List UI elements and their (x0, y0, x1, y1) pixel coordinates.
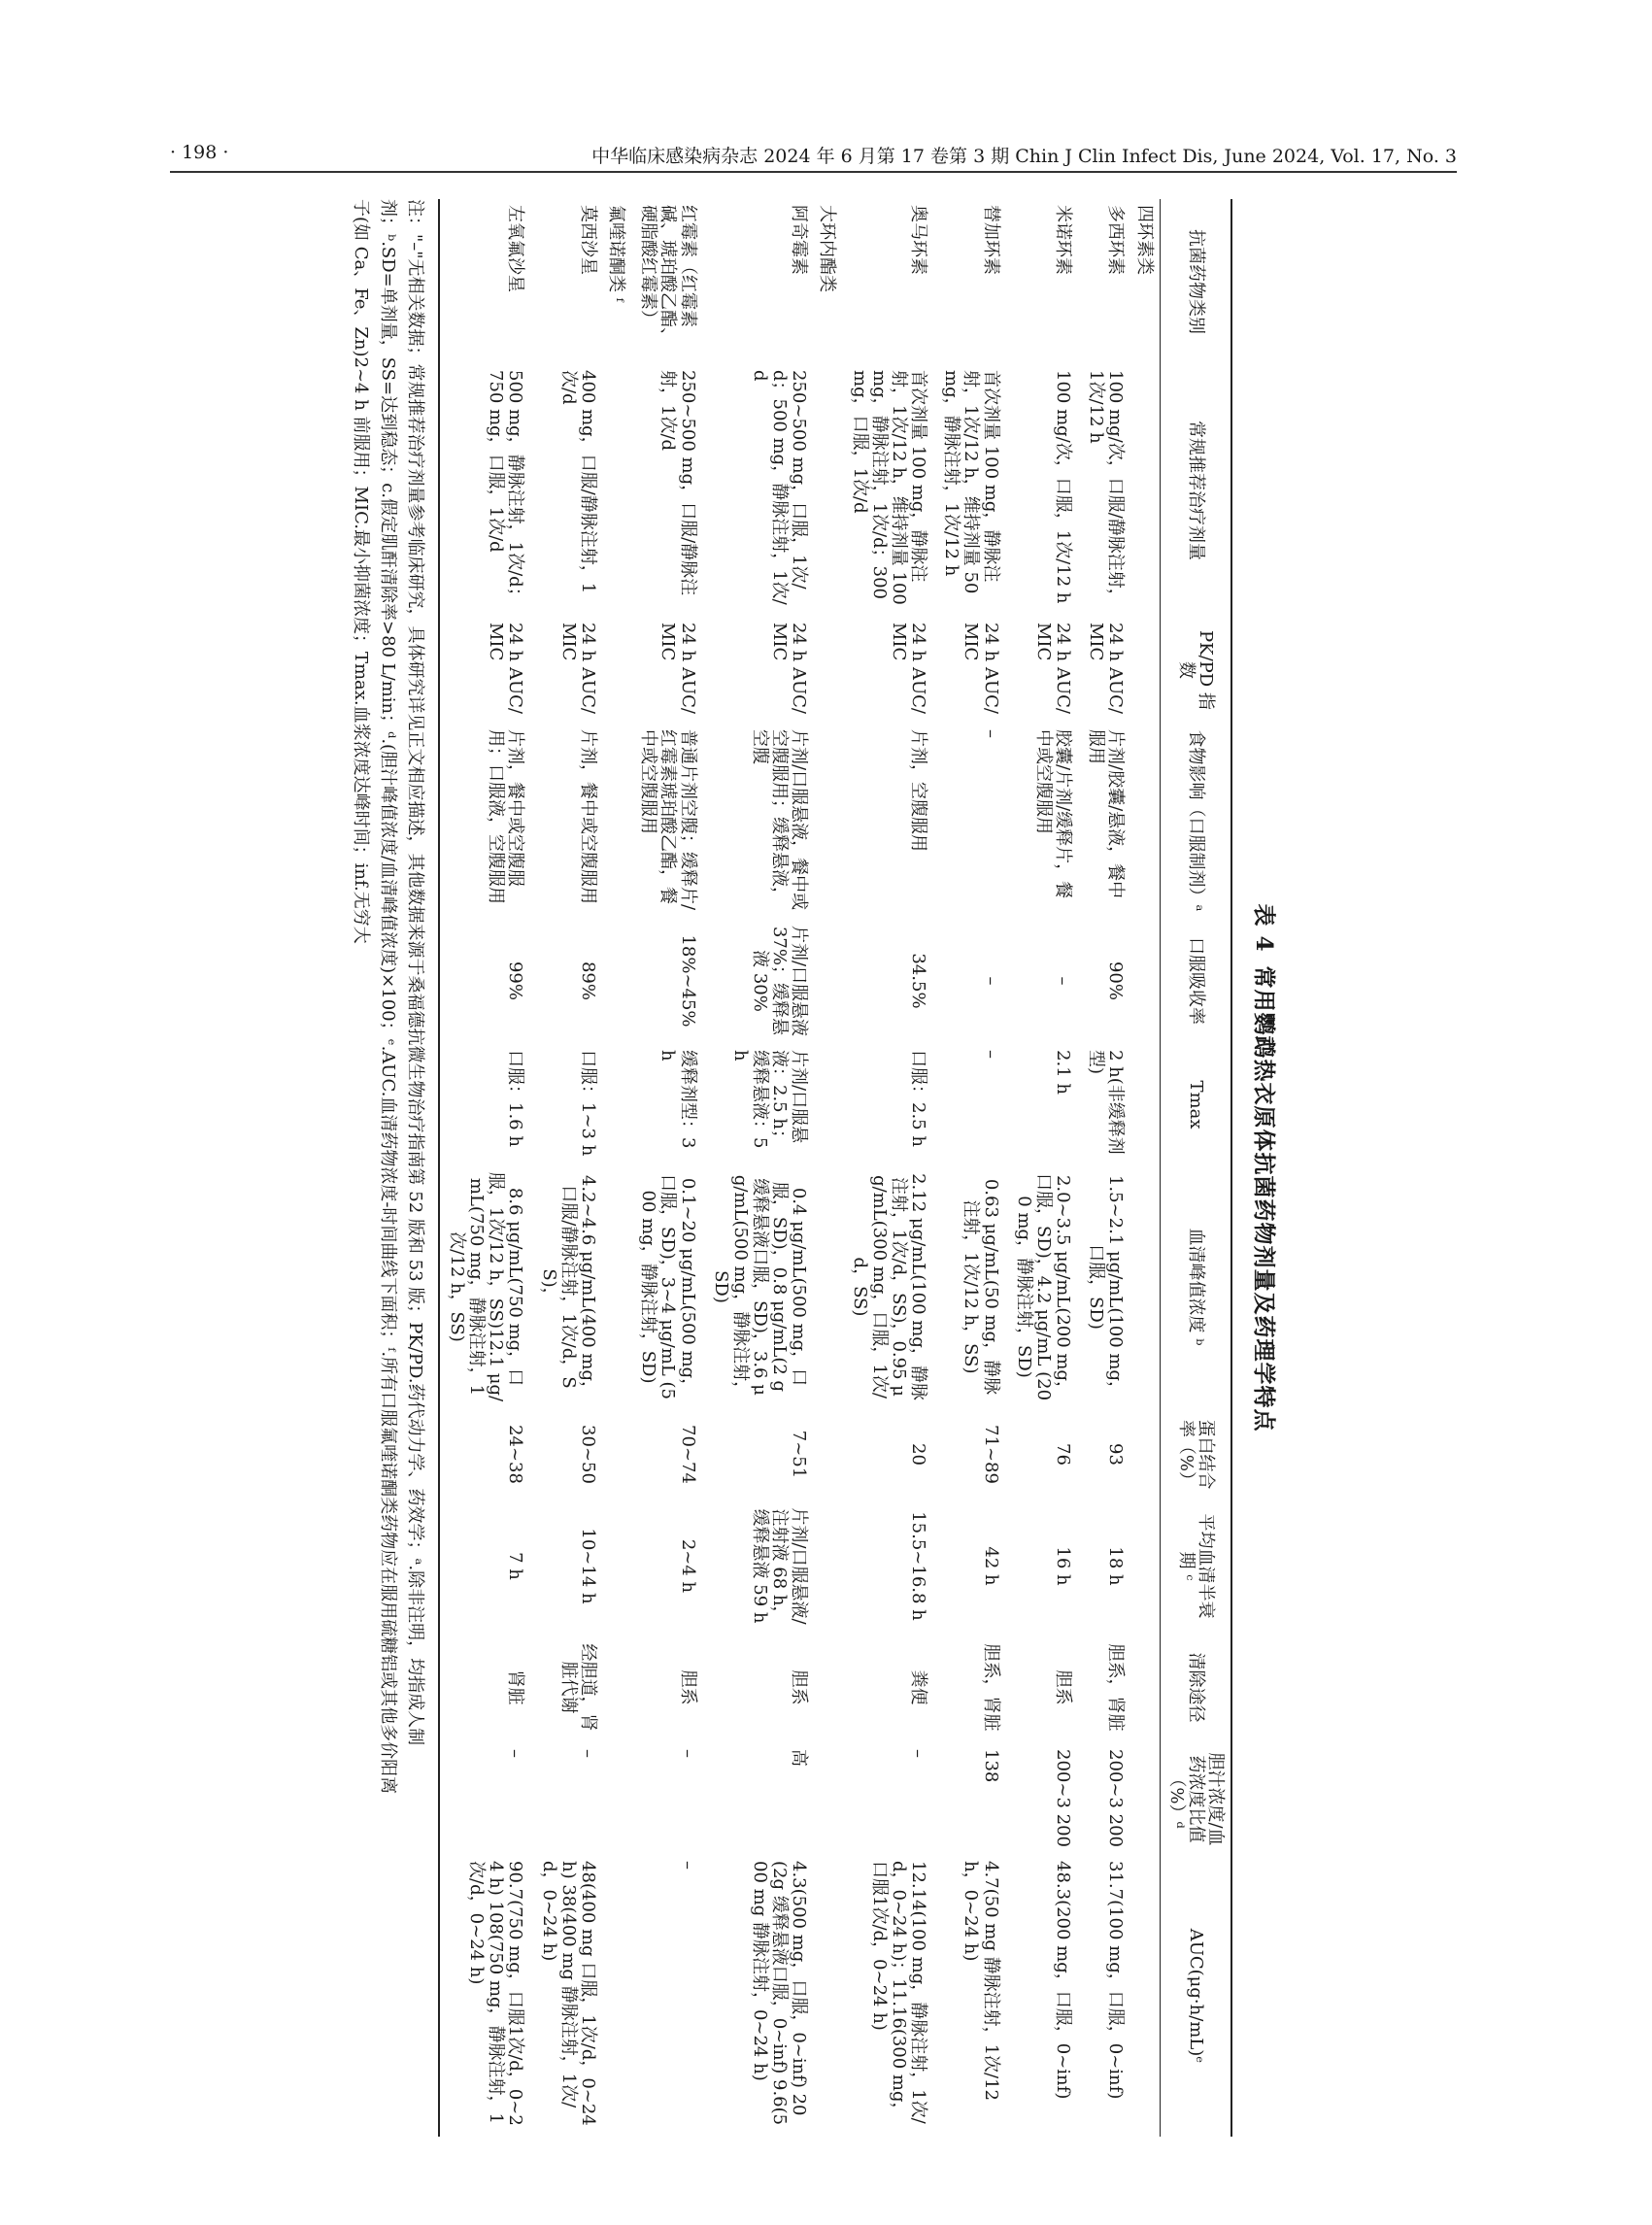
footnote-line: 注："–"无相关数据；常规推荐治疗剂量参考临床研究，具体研究详见正文相应描述，其他数据来源于桑福德抗微生物治疗指南第 52 版和 53 版；PK/PD.药代动力学、药效学；ᵃ.除非注明，均指成人制 (404, 199, 425, 1746)
table-cell: – (980, 976, 1001, 986)
table-cell: 2.0~3.5 μg/mL(200 mg，口服，SD)，4.2 μg/mL (200 mg，静脉注射，SD) (1013, 1172, 1074, 1401)
table-label: 表 4 (1251, 903, 1277, 953)
column-header: 食物影响（口服制剂）ᵃ (1185, 729, 1206, 912)
table-cell: 200~3 200 (1053, 1749, 1074, 1847)
table-row (439, 199, 532, 2137)
category-label: 四环素类 (1133, 205, 1155, 275)
journal-citation: 中华临床感染病杂志 2024 年 6 月第 17 卷第 3 期 Chin J Clin Infect Dis, June 2024, Vol. 17, No. 3 (591, 146, 1457, 167)
table-cell: 400 mg，口服/静脉注射，1次/d (557, 370, 598, 594)
table-cell: 口服：2.5 h (908, 1050, 929, 1147)
drug-name-cell: 替加环素 (980, 205, 1001, 275)
table-cell: 48.3(200 mg，口服，0~inf) (1053, 1861, 1074, 2100)
table-row (631, 199, 703, 2137)
table-cell: 4.7(50 mg 静脉注射，1次/12 h，0~24 h) (961, 1861, 1001, 2102)
footnote-line: 子(如 Ca、Fe、Zn)2~4 h 前服用；MIC.最小抑菌浓度；Tmax.血浆浓度达峰时间；inf.无穷大 (351, 199, 372, 944)
column-header: 抗菌药物类别 (1185, 229, 1206, 334)
table-cell: 0.63 μg/mL(50 mg，静脉注射，1次/12 h，SS) (961, 1178, 1001, 1396)
table-cell: – (505, 1749, 526, 1758)
table-cell: 片剂/胶囊/悬液，餐中服用 (1086, 729, 1127, 899)
table-cell: 24 h AUC/MIC (486, 623, 526, 714)
table-cell: 48(400 mg 口服，1次/d，0~24 h) 38(400 mg 静脉注射，1次/d，0~24 h) (538, 1861, 598, 2126)
table-row (1007, 199, 1079, 2137)
table-cell: 24 h AUC/MIC (557, 623, 598, 714)
column-header: 常规推荐治疗剂量 (1185, 421, 1206, 560)
category-row (1131, 199, 1160, 2137)
table-cell: 胆系 (789, 1669, 810, 1705)
table-cell: 18 h (1105, 1546, 1127, 1586)
table-cell: 2~4 h (677, 1538, 698, 1594)
table-cell: 片剂/口服悬液/注射液 68 h，缓释悬液 59 h (750, 1507, 810, 1625)
table-footnotes (347, 199, 428, 2137)
table-cell: 90.7(750 mg，口服1次/d，0~24 h) 108(750 mg，静脉注射，1次/d，0~24 h) (466, 1861, 526, 2126)
table-cell: 胶囊/片剂/缓释片，餐中或空腹服用 (1032, 729, 1074, 899)
table-cell: 500 mg，静脉注射，1次/d；750 mg，口服，1次/d (486, 370, 526, 605)
rotated-table-block (146, 199, 1282, 2137)
table-cell: 片剂/口服悬液 37%；缓释悬液 30% (750, 925, 810, 1037)
table-cell: 89% (577, 961, 598, 1000)
table-cell: 20 (908, 1443, 929, 1466)
table-cell: 口服：1.6 h (505, 1050, 526, 1147)
table-title: 常用鹦鹉热衣原体抗菌药物剂量及药理学特点 (1251, 965, 1277, 1433)
drug-table (438, 199, 1232, 2137)
table-cell: 250~500 mg，口服/静脉注射，1次/d (657, 370, 698, 596)
footnote-line: 剂；ᵇ.SD=单剂量，SS=达到稳态；c.假定肌酐清除率>80 L/min；ᵈ.(胆汁峰值浓度/血清峰值浓度)×100；ᵉ.AUC.血清药物浓度-时间曲线下面积；ᶠ.所有口服氟喹诺酮类药物应在服用硫糖铝或其他多价阳离 (377, 199, 398, 1795)
table-cell: 胆系，肾脏 (980, 1643, 1001, 1732)
column-header: 血清峰值浓度 ᵇ (1185, 1228, 1206, 1346)
table-cell: 12.14(100 mg，静脉注射，1次/d，0~24 h)；11.16(300 mg，口服1次/d，0~24 h) (868, 1861, 929, 2124)
table-cell: 250~500 mg，口服，1次/d；500 mg，静脉注射，1次/d (750, 370, 810, 605)
table-cell: 片剂，餐中或空腹服用 (577, 729, 598, 904)
table-cell: 71~89 (980, 1425, 1001, 1484)
table-cell: 200~3 200 (1105, 1749, 1127, 1847)
table-cell: 片剂，空腹服用 (908, 729, 929, 852)
table-cell: 1.5~2.1 μg/mL(100 mg，口服，SD) (1086, 1174, 1127, 1399)
table-cell: 4.3(500 mg，口服，0~inf) 20(2g 缓释悬液口服，0~inf) 9.6(500 mg 静脉注射，0~24 h) (750, 1861, 810, 2126)
table-cell: 15.5~16.8 h (908, 1511, 929, 1621)
table-cell: 24 h AUC/MIC (1032, 623, 1074, 714)
table-cell: 胆系 (677, 1669, 698, 1705)
column-header: Tmax (1185, 1080, 1206, 1129)
drug-name-cell: 莫西沙星 (577, 205, 598, 275)
drug-name-cell: 奥马环素 (908, 205, 929, 275)
category-row (815, 199, 842, 2137)
column-header: PK/PD 指数 (1175, 630, 1216, 710)
table-cell: 2 h(非缓释剂型) (1086, 1050, 1127, 1155)
table-cell: 100 mg/次，口服/静脉注射，1次/12 h (1086, 370, 1127, 606)
table-cell: 经胆道，肾脏代谢 (557, 1643, 598, 1732)
drug-name-cell: 阿奇霉素 (789, 205, 810, 275)
table-cell: 肾脏 (505, 1669, 526, 1705)
table-cell: 30~50 (577, 1425, 598, 1484)
table-cell: 76 (1053, 1443, 1074, 1466)
table-cell: 首次剂量 100 mg，静脉注射，1次/12 h，维持剂量 50 mg，静脉注射，1次/12 h (941, 370, 1001, 594)
table-cell: 24 h AUC/MIC (657, 623, 698, 714)
table-cell: 90% (1105, 961, 1127, 1000)
table-cell: 99% (505, 961, 526, 1000)
table-cell: 138 (980, 1749, 1001, 1783)
table-cell: 0.4 μg/mL(500 mg，口服，SD)，0.8 μg/mL(2 g 缓释悬液口服，SD)，3.6 μg/mL(500 mg，静脉注射，SD) (710, 1174, 810, 1399)
column-header: 清除途径 (1185, 1652, 1206, 1723)
drug-name-cell: 多西环素 (1105, 205, 1127, 275)
table-cell: 缓释剂型：3 h (657, 1050, 698, 1149)
table-row (1079, 199, 1131, 2137)
table-row (934, 199, 1006, 2137)
table-cell: 首次剂量 100 mg，静脉注射，1次/12 h，维持剂量 100 mg，静脉注射，1次/d；300 mg，口服，1次/d (849, 370, 929, 605)
table-cell: 8.6 μg/mL(750 mg，口服，1次/12 h，SS)12.1 μg/mL(750 mg，静脉注射，1次/12 h，SS) (447, 1171, 526, 1402)
table-cell: 高 (789, 1749, 810, 1767)
table-header-row (1160, 199, 1231, 2137)
table-cell: 4.2~4.6 μg/mL(400 mg，口服/静脉注射，1次/d，SS)， (538, 1174, 598, 1399)
table-cell: 16 h (1053, 1546, 1074, 1586)
table-cell: 31.7(100 mg，口服，0~inf) (1105, 1861, 1127, 2100)
column-header: AUC(μg·h/mL)ᵉ (1185, 1928, 1206, 2064)
running-header (170, 136, 1457, 173)
column-header: 蛋白结合率（%） (1175, 1419, 1216, 1490)
page-number: · 198 · (170, 142, 229, 163)
table-cell: 24 h AUC/MIC (961, 623, 1001, 714)
table-cell: 100 mg/次，口服，1次/12 h (1053, 370, 1074, 604)
table-cell: 普通片剂空腹；缓释片/红霉素琥珀酸乙酯，餐中或空腹服用 (638, 729, 698, 911)
table-cell: 片剂，餐中或空腹服用；口服液，空腹服用 (486, 729, 526, 904)
table-cell: 7 h (505, 1552, 526, 1580)
table-cell: – (980, 1050, 1001, 1059)
column-header: 平均血清半衰期 ᶜ (1175, 1513, 1216, 1619)
table-cell: 93 (1105, 1443, 1127, 1466)
table-body (439, 199, 1160, 2137)
table-row (531, 199, 603, 2137)
table-cell: 10~14 h (577, 1528, 598, 1604)
drug-name-cell: 左氧氟沙星 (505, 205, 526, 292)
table-cell: 2.1 h (1053, 1050, 1074, 1095)
drug-name-cell: 红霉素（红霉素碱、琥珀酸乙酯、硬脂酸红霉素） (638, 205, 698, 345)
drug-name-cell: 米诺环素 (1053, 205, 1074, 275)
table-cell: 42 h (980, 1546, 1001, 1586)
table-cell: 片剂/口服悬液：2.5 h；缓释悬液：5 h (729, 1050, 810, 1149)
table-cell: 24 h AUC/MIC (1086, 623, 1127, 714)
table-caption (1250, 199, 1282, 2137)
table-cell: 胆系，肾脏 (1105, 1643, 1127, 1732)
table-cell: 0.1~20 μg/mL(500 mg，口服，SD)，3~4 μg/mL (500 mg，静脉注射，SD) (638, 1174, 698, 1399)
table-row (843, 199, 935, 2137)
category-row (604, 199, 631, 2137)
table-cell: 7~51 (789, 1430, 810, 1479)
table-cell: 粪便 (908, 1669, 929, 1705)
table-cell: 2.12 μg/mL(100 mg，静脉注射，1次/d，SS)，0.95 μg/mL(300 mg，口服，1次/d，SS) (849, 1173, 929, 1400)
table-cell: – (677, 1749, 698, 1758)
column-header: 胆汁浓度/血药浓度比值（%）ᵈ (1165, 1752, 1226, 1846)
table-cell: 18%~45% (677, 934, 698, 1028)
category-label: 大环内酯类 (817, 205, 838, 292)
table-cell: 34.5% (908, 953, 929, 1009)
table-cell: – (577, 1749, 598, 1758)
table-cell: – (980, 729, 1001, 738)
table-cell: 片剂/口服悬液，餐中或空腹服用；缓释悬液，空腹 (750, 729, 810, 911)
table-cell: 胆系 (1053, 1669, 1074, 1705)
table-cell: 24 h AUC/MIC (888, 623, 929, 714)
table-cell: – (677, 1861, 698, 1870)
table-cell: 24~38 (505, 1425, 526, 1484)
table-cell: – (908, 1749, 929, 1758)
table-cell: – (1053, 976, 1074, 986)
table-cell: 70~74 (677, 1425, 698, 1484)
table-row (704, 199, 816, 2137)
column-header: 口服吸收率 (1185, 937, 1206, 1025)
table-cell: 24 h AUC/MIC (769, 623, 810, 714)
category-label: 氟喹诺酮类 ᶠ (606, 205, 627, 302)
table-cell: 口服：1~3 h (577, 1050, 598, 1157)
